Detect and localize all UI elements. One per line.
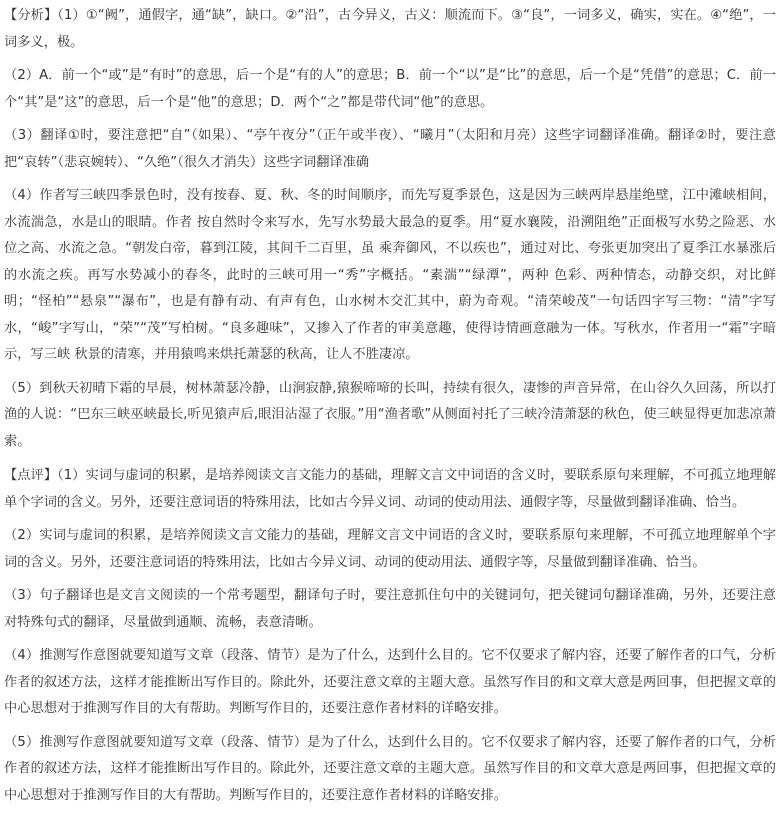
analysis-paragraph-4: （4）作者写三峡四季景色时，没有按春、夏、秋、冬的时间顺序，而先写夏季景色，这是因为三峡两岸悬崖绝壁，江中滩峡相间，水流湍急，水是山的眼睛。作者 按自然时令来写水，先写水势最大最急的夏季。用“夏水襄陵，沿溯阻绝”正面极写水势之险恶、水位之高、水流之急。“朝发白帝，暮到江陵，其间千二百里，虽 乘奔御风，不以疾也”，通过对比、夸张更加突出了夏季江水暴涨后的水流之疾。再写水势减小的春冬，此时的三峡可用一“秀”字概括。“素湍”“绿潭”，两种 色彩、两种情态，动静交织，对比鲜明；“怪柏”“悬泉”“瀑布”，也是有静有动、有声有色，山水树木交汇其中，蔚为奇观。“清荣峻茂”一句话四字写三物：“清”字写水，“峻”字写山，“荣”“茂”写柏树。“良多趣味”，又掺入了作者的审美意趣，使得诗情画意融为一体。写秋水，作者用一“霜”字暗示，写三峡 秋景的清寒，并用猿鸣来烘托萧瑟的秋高，让人不胜凄凉。 <box>4 188 776 362</box>
spacer <box>4 56 776 63</box>
analysis-paragraph-1: 【分析】（1）①“阙”，通假字，通“缺”，缺口。②“沿”，古今异义，古义：顺流而下。③“良”，一词多义，确实，实在。④“绝”，一词多义，极。 <box>4 8 776 50</box>
comment-paragraph-3: （3）句子翻译也是文言文阅读的一个常考题型，翻译句子时，要注意抓住句中的关键词句，把关键词句翻译准确，另外，还要注意对特殊句式的翻译，尽量做到通顺、流畅，表意清晰。 <box>4 588 776 630</box>
spacer <box>4 723 776 730</box>
analysis-paragraph-3: （3）翻译①时，要注意把“自”（如果）、“亭午夜分”（正午或半夜）、“曦月”（太阳和月亮）这些字词翻译准确。翻译②时，要注意把“哀转”（悲哀婉转）、“久绝”（很久才消失）这些字词翻译准确 <box>4 128 776 170</box>
comment-paragraph-2: （2）实词与虚词的积累，是培养阅读文言文能力的基础，理解文言文中词语的含义时，要联系原句来理解，不可孤立地理解单个字词的含义。另外，还要注意词语的特殊用法，比如古今异义词、动词的使动用法、通假字等，尽量做到翻译准确、恰当。 <box>4 528 776 570</box>
comment-paragraph-5: （5）推测写作意图就要知道写文章（段落、情节）是为了什么，达到什么目的。它不仅要求了解内容，还要了解作者的口气，分析作者的叙述方法，这样才能推断出写作目的。除此外，还要注意文章的主题大意。虽然写作目的和文章大意是两回事，但把握文章的中心思想对于推测写作目的大有帮助。判断写作目的，还要注意作者材料的详略安排。 <box>4 734 776 803</box>
spacer <box>4 516 776 523</box>
analysis-paragraph-2: （2）A．前一个“或”是“有时”的意思，后一个是“有的人”的意思；B．前一个“以”是“比”的意思，后一个是“凭借”的意思；C．前一个“其”是“这”的意思，后一个是“他”的意思；D．两个“之”都是带代词“他”的意思。 <box>4 68 776 110</box>
comment-paragraph-1: 【点评】（1）实词与虚词的积累，是培养阅读文言文能力的基础，理解文言文中词语的含义时，要联系原句来理解，不可孤立地理解单个字词的含义。另外，还要注意词语的特殊用法，比如古今异义词、动词的使动用法、通假字等，尽量做到翻译准确、恰当。 <box>4 468 776 510</box>
spacer <box>4 455 776 463</box>
spacer <box>4 576 776 583</box>
spacer <box>4 369 776 376</box>
spacer <box>4 176 776 183</box>
spacer <box>4 116 776 123</box>
comment-paragraph-4: （4）推测写作意图就要知道写文章（段落、情节）是为了什么，达到什么目的。它不仅要求了解内容，还要了解作者的口气，分析作者的叙述方法，这样才能推断出写作目的。除此外，还要注意文章的主题大意。虽然写作目的和文章大意是两回事，但把握文章的中心思想对于推测写作目的大有帮助。判断写作目的，还要注意作者材料的详略安排。 <box>4 648 776 716</box>
analysis-paragraph-5: （5）到秋天初晴下霜的早晨，树林萧瑟冷静，山涧寂静,猿猴啼啼的长叫，持续有很久，凄惨的声音异常，在山谷久久回荡，所以打渔的人说：“巴东三峡巫峡最长,听见猿声后,眼泪沾湿了衣服。”用“渔者歌”从侧面衬托了三峡冷清萧瑟的秋色，使三峡显得更加悲凉萧索。 <box>4 380 776 449</box>
spacer <box>4 636 776 643</box>
